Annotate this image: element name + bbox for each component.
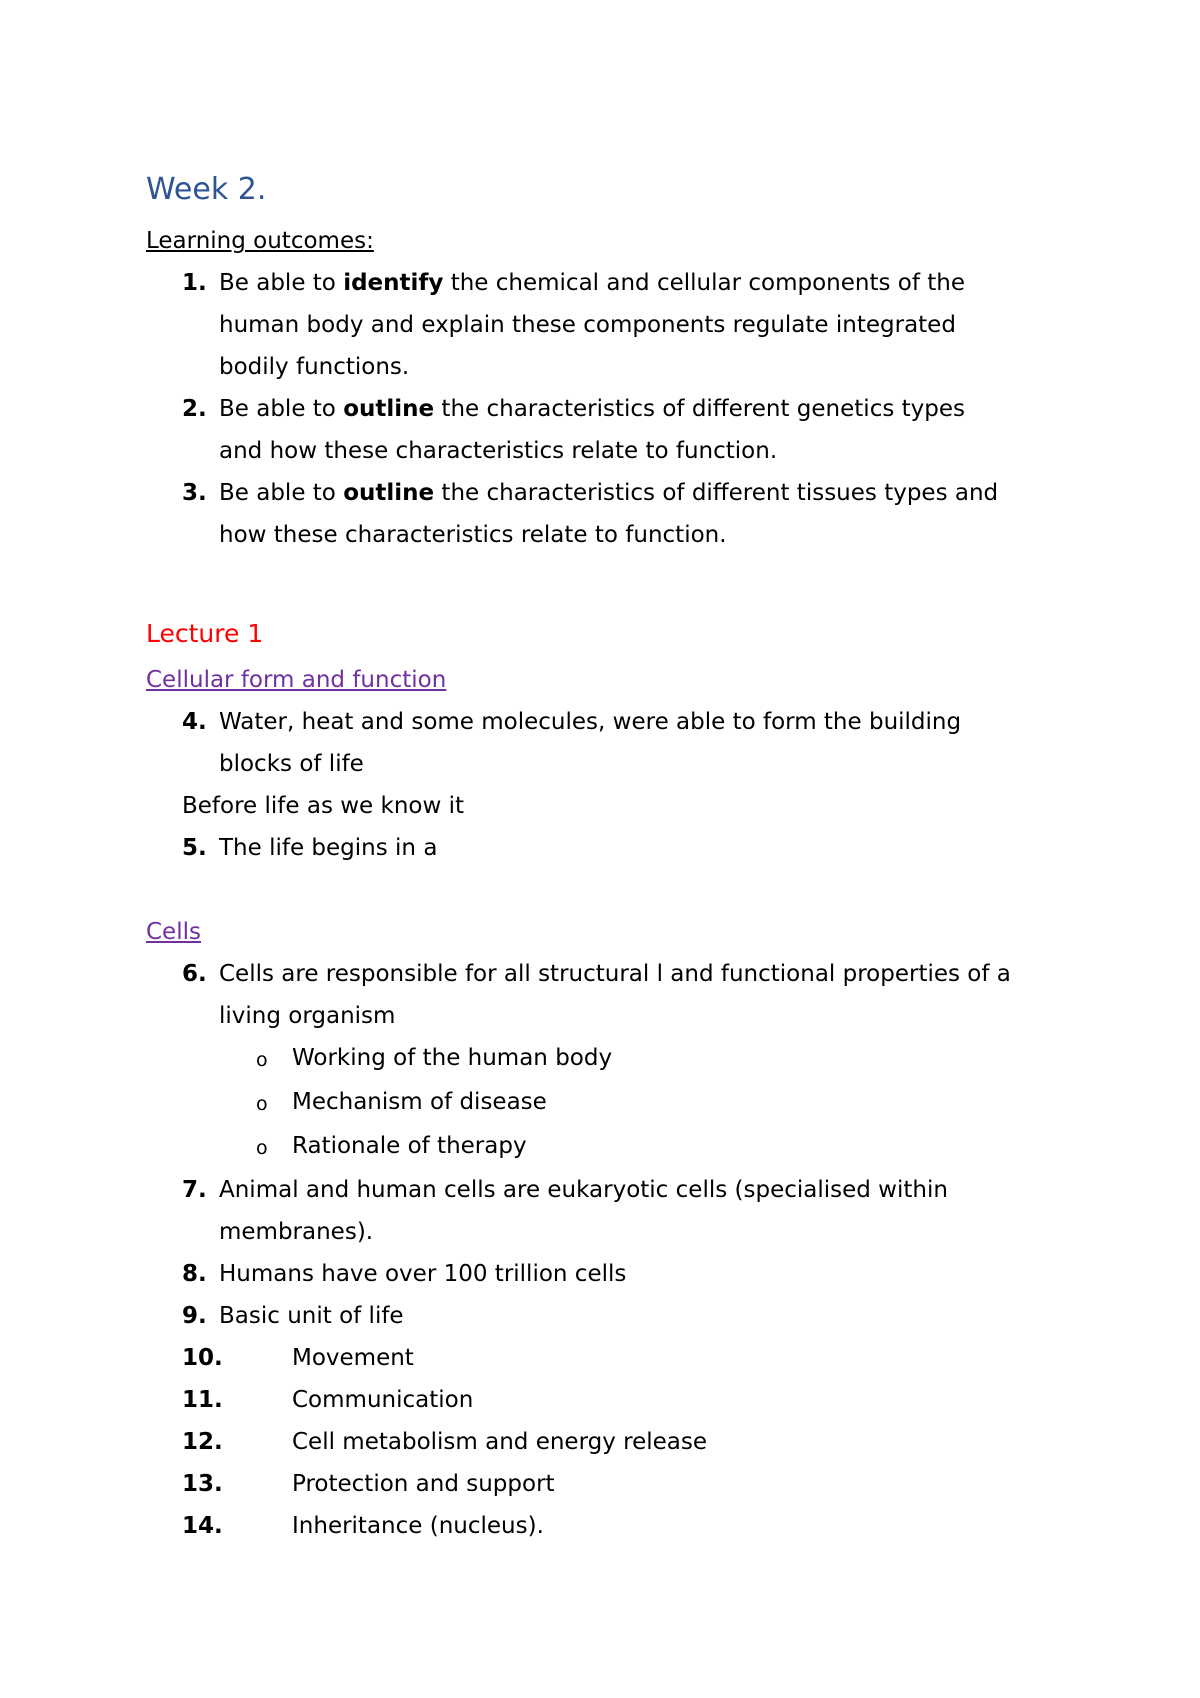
outcome-number: 3. bbox=[182, 480, 207, 506]
list-item-text: Humans have over 100 trillion cells bbox=[219, 1261, 627, 1287]
outcome-text-line: and how these characteristics relate to function. bbox=[219, 438, 778, 464]
outcome-text-pre: Be able to bbox=[219, 480, 344, 506]
list-item-text: Basic unit of life bbox=[219, 1303, 404, 1329]
outcome-text-line: bodily functions. bbox=[219, 354, 410, 380]
outcome-text-line bbox=[219, 268, 965, 298]
learning-outcomes-label: Learning outcomes: bbox=[146, 228, 374, 254]
outcome-text-line bbox=[219, 478, 998, 508]
outcome-text-rest: the characteristics of different tissues types and bbox=[434, 480, 999, 506]
sub-bullet-item: Working of the human body bbox=[292, 1045, 613, 1071]
paragraph-text: Before life as we know it bbox=[182, 793, 465, 819]
list-item-text: Water, heat and some molecules, were able to form the building bbox=[219, 709, 962, 735]
list-number: 8. bbox=[182, 1261, 207, 1287]
bullet-marker: o bbox=[256, 1049, 268, 1071]
outcome-text-line: how these characteristics relate to function. bbox=[219, 522, 727, 548]
outcome-number: 1. bbox=[182, 270, 207, 296]
outcome-text-rest: the characteristics of different genetics types bbox=[434, 396, 965, 422]
list-number: 11. bbox=[182, 1387, 223, 1413]
list-item-text: Inheritance (nucleus). bbox=[292, 1513, 544, 1539]
list-item-text: Animal and human cells are eukaryotic cells (specialised within bbox=[219, 1177, 948, 1203]
page-title: Week 2. bbox=[146, 172, 267, 207]
list-number: 7. bbox=[182, 1177, 207, 1203]
outcome-text-rest: the chemical and cellular components of the bbox=[443, 270, 965, 296]
section-heading-cellular-form[interactable]: Cellular form and function bbox=[146, 667, 447, 693]
sub-bullet-item: Rationale of therapy bbox=[292, 1133, 527, 1159]
list-item-text: membranes). bbox=[219, 1219, 374, 1245]
list-item-text: The life begins in a bbox=[219, 835, 438, 861]
bullet-marker: o bbox=[256, 1093, 268, 1115]
list-number: 10. bbox=[182, 1345, 223, 1371]
list-item-text: blocks of life bbox=[219, 751, 364, 777]
outcome-number: 2. bbox=[182, 396, 207, 422]
list-number: 14. bbox=[182, 1513, 223, 1539]
bullet-marker: o bbox=[256, 1137, 268, 1159]
list-number: 6. bbox=[182, 961, 207, 987]
list-number: 12. bbox=[182, 1429, 223, 1455]
outcome-text-line bbox=[219, 394, 965, 424]
list-number: 5. bbox=[182, 835, 207, 861]
list-number: 9. bbox=[182, 1303, 207, 1329]
list-number: 13. bbox=[182, 1471, 223, 1497]
lecture-heading: Lecture 1 bbox=[146, 619, 264, 648]
sub-bullet-item: Mechanism of disease bbox=[292, 1089, 547, 1115]
list-number: 4. bbox=[182, 709, 207, 735]
outcome-text-pre: Be able to bbox=[219, 396, 344, 422]
outcome-keyword: outline bbox=[343, 396, 435, 422]
outcome-text-line: human body and explain these components regulate integrated bbox=[219, 312, 956, 338]
list-item-text: Communication bbox=[292, 1387, 474, 1413]
outcome-keyword: identify bbox=[343, 270, 444, 296]
list-item-text: living organism bbox=[219, 1003, 396, 1029]
outcome-keyword: outline bbox=[343, 480, 435, 506]
list-item-text: Cells are responsible for all structural l and functional properties of a bbox=[219, 961, 1011, 987]
section-heading-cells[interactable]: Cells bbox=[146, 919, 201, 945]
outcome-text-pre: Be able to bbox=[219, 270, 344, 296]
list-item-text: Protection and support bbox=[292, 1471, 555, 1497]
list-item-text: Cell metabolism and energy release bbox=[292, 1429, 708, 1455]
list-item-text: Movement bbox=[292, 1345, 414, 1371]
